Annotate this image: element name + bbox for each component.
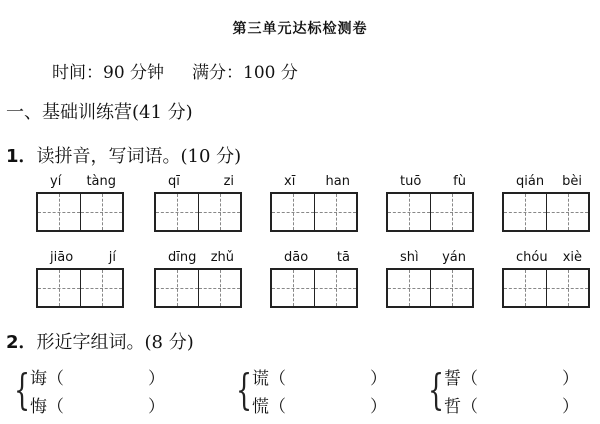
pinyin-word-item [154, 250, 244, 310]
question-1 [6, 142, 241, 168]
writing-cell[interactable] [80, 194, 122, 230]
writing-cell[interactable] [430, 270, 472, 306]
char-pair-row [30, 392, 165, 417]
answer-blank-close: ） [370, 397, 387, 417]
pinyin-syllable: jí [108, 250, 116, 265]
pinyin-word-item [154, 174, 244, 234]
pinyin-syllable: zi [223, 174, 234, 189]
writing-grid[interactable] [36, 268, 124, 308]
page-title: 第三单元达标检测卷 [232, 21, 368, 37]
char-label: 誓 [444, 369, 461, 389]
pinyin-syllable: fù [453, 174, 466, 189]
char-pair-row [252, 364, 387, 389]
writing-cell[interactable] [198, 270, 240, 306]
pinyin-syllable: tā [336, 250, 350, 265]
answer-blank-close: ） [148, 397, 165, 417]
char-pair [428, 364, 598, 424]
answer-blank-open[interactable]: （ [461, 397, 478, 417]
char-label: 谎 [252, 369, 269, 389]
writing-cell[interactable] [38, 270, 80, 306]
pinyin-syllable: chóu [516, 250, 548, 265]
question-2-number: 2． [6, 332, 37, 353]
char-label: 慌 [252, 397, 269, 417]
answer-blank-close: ） [562, 369, 579, 389]
pinyin-syllable: qián [516, 174, 545, 189]
writing-grid[interactable] [154, 192, 242, 232]
full-score: 满分：100 分 [192, 63, 298, 83]
writing-cell[interactable] [504, 270, 546, 306]
pinyin-word-item [386, 174, 476, 234]
writing-grid[interactable] [270, 192, 358, 232]
writing-cell[interactable] [38, 194, 80, 230]
writing-cell[interactable] [388, 270, 430, 306]
writing-grid[interactable] [386, 192, 474, 232]
question-1-text: 读拼音，写词语。(10 分) [36, 146, 242, 167]
answer-blank-open[interactable]: （ [269, 369, 286, 389]
writing-cell[interactable] [272, 194, 314, 230]
answer-blank-open[interactable]: （ [269, 397, 286, 417]
pinyin-syllable: tuō [400, 174, 422, 189]
char-pair [236, 364, 406, 424]
writing-cell[interactable] [314, 270, 356, 306]
pinyin-syllable: han [325, 174, 350, 189]
pinyin-syllable: tàng [86, 174, 116, 189]
writing-cell[interactable] [504, 194, 546, 230]
char-pair-row [30, 364, 165, 389]
writing-grid[interactable] [386, 268, 474, 308]
pinyin-word-item [36, 174, 126, 234]
pinyin-syllable: yí [50, 174, 62, 189]
pinyin-syllable: jiāo [50, 250, 74, 265]
writing-cell[interactable] [314, 194, 356, 230]
pinyin-word-item [270, 174, 360, 234]
pinyin-syllable: yán [442, 250, 466, 265]
writing-cell[interactable] [546, 194, 588, 230]
char-label: 哲 [444, 397, 461, 417]
writing-cell[interactable] [272, 270, 314, 306]
exam-meta [52, 58, 298, 83]
answer-blank-open[interactable]: （ [461, 369, 478, 389]
writing-grid[interactable] [36, 192, 124, 232]
writing-grid[interactable] [154, 268, 242, 308]
char-label: 诲 [30, 369, 47, 389]
char-pair-row [252, 392, 387, 417]
brace-icon: { [428, 365, 445, 414]
pinyin-syllable: dīng [168, 250, 197, 265]
pinyin-syllable: qī [168, 174, 180, 189]
brace-icon: { [14, 365, 31, 414]
char-pair-row [444, 364, 579, 389]
writing-grid[interactable] [502, 192, 590, 232]
writing-cell[interactable] [156, 270, 198, 306]
answer-blank-open[interactable]: （ [47, 369, 64, 389]
writing-cell[interactable] [388, 194, 430, 230]
answer-blank-close: ） [148, 369, 165, 389]
char-pair-row [444, 392, 579, 417]
question-2-text: 形近字组词。(8 分) [36, 332, 194, 353]
pinyin-syllable: zhǔ [210, 250, 234, 265]
writing-cell[interactable] [80, 270, 122, 306]
writing-cell[interactable] [198, 194, 240, 230]
section-heading: 一、基础训练营(41 分) [6, 102, 193, 123]
answer-blank-close: ） [370, 369, 387, 389]
writing-grid[interactable] [270, 268, 358, 308]
writing-cell[interactable] [430, 194, 472, 230]
pinyin-word-item [386, 250, 476, 310]
pinyin-syllable: xī [284, 174, 296, 189]
question-1-number: 1． [6, 146, 37, 167]
answer-blank-close: ） [562, 397, 579, 417]
writing-grid[interactable] [502, 268, 590, 308]
brace-icon: { [236, 365, 253, 414]
pinyin-syllable: xiè [562, 250, 582, 265]
pinyin-word-item [502, 250, 592, 310]
pinyin-syllable: dāo [284, 250, 309, 265]
pinyin-syllable: shì [400, 250, 419, 265]
pinyin-word-item [270, 250, 360, 310]
question-2 [6, 328, 194, 354]
char-pair [14, 364, 184, 424]
writing-cell[interactable] [546, 270, 588, 306]
char-label: 悔 [30, 397, 47, 417]
pinyin-word-item [502, 174, 592, 234]
writing-cell[interactable] [156, 194, 198, 230]
pinyin-word-item [36, 250, 126, 310]
pinyin-syllable: bèi [562, 174, 582, 189]
time-limit: 时间：90 分钟 [52, 63, 165, 83]
answer-blank-open[interactable]: （ [47, 397, 64, 417]
